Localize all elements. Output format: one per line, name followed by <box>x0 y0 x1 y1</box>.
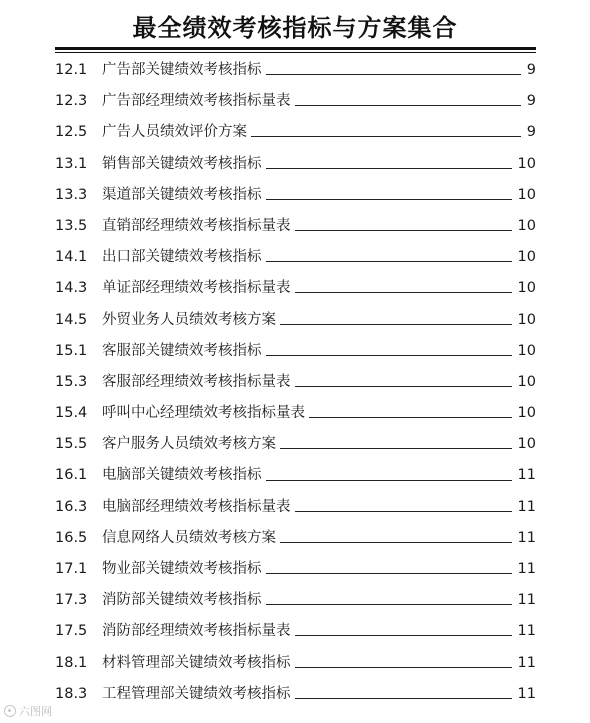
toc-entry-page: 10 <box>517 186 536 203</box>
toc-entry-label: 消防部关键绩效考核指标 <box>102 592 262 609</box>
toc-entry-number: 12.1 <box>55 62 88 78</box>
toc-leader-line <box>295 105 521 106</box>
toc-entry-number: 17.3 <box>55 592 88 609</box>
toc-entry-label: 直销部经理绩效考核指标量表 <box>102 217 291 234</box>
toc-entry-line <box>102 429 536 460</box>
toc-entry-page: 10 <box>517 373 536 390</box>
toc-entry-label: 消防部经理绩效考核指标量表 <box>102 623 291 640</box>
toc-entry[interactable] <box>0 492 590 523</box>
toc-entry-line <box>102 492 536 523</box>
toc-entry-line <box>102 679 536 710</box>
toc-entry-label: 客户服务人员绩效考核方案 <box>102 436 276 453</box>
toc-entry[interactable] <box>0 585 590 616</box>
toc-leader-line <box>309 417 512 418</box>
toc-entry-number: 14.5 <box>55 311 88 328</box>
toc-entry[interactable] <box>0 616 590 647</box>
watermark <box>4 703 52 719</box>
table-of-contents <box>0 55 590 710</box>
toc-entry-page: 10 <box>517 155 536 172</box>
toc-entry-page: 10 <box>517 217 536 234</box>
toc-entry-label: 外贸业务人员绩效考核方案 <box>102 311 276 328</box>
toc-entry-label: 信息网络人员绩效考核方案 <box>102 529 276 546</box>
toc-leader-line <box>295 292 512 293</box>
toc-entry[interactable] <box>0 460 590 491</box>
toc-entry-page: 10 <box>517 405 536 422</box>
toc-entry-line <box>102 273 536 304</box>
toc-leader-line <box>295 698 512 699</box>
toc-entry-page: 11 <box>517 592 536 609</box>
toc-entry[interactable] <box>0 86 590 117</box>
toc-entry-line <box>102 242 536 273</box>
toc-entry-number: 13.5 <box>55 217 88 234</box>
toc-entry-line <box>102 86 536 117</box>
watermark-text: 六图网 <box>19 705 52 718</box>
toc-entry-page: 11 <box>517 529 536 546</box>
toc-leader-line <box>266 74 521 75</box>
toc-leader-line <box>295 511 512 512</box>
toc-entry-line <box>102 554 536 585</box>
toc-leader-line <box>295 230 512 231</box>
toc-entry-line <box>102 616 536 647</box>
toc-entry-label: 销售部关键绩效考核指标 <box>102 155 262 172</box>
toc-entry[interactable] <box>0 180 590 211</box>
toc-entry-number: 18.1 <box>55 654 88 671</box>
toc-entry-label: 呼叫中心经理绩效考核指标量表 <box>102 405 305 422</box>
toc-entry-label: 广告部关键绩效考核指标 <box>102 62 262 78</box>
toc-entry-label: 出口部关键绩效考核指标 <box>102 249 262 266</box>
toc-entry-number: 12.3 <box>55 93 88 110</box>
toc-entry-label: 物业部关键绩效考核指标 <box>102 561 262 577</box>
toc-entry-page: 9 <box>526 93 536 110</box>
toc-entry[interactable] <box>0 273 590 304</box>
document-title: 最全绩效考核指标与方案集合 <box>132 14 458 42</box>
toc-entry-label: 电脑部经理绩效考核指标量表 <box>102 498 291 515</box>
toc-entry-page: 10 <box>517 249 536 266</box>
toc-entry[interactable] <box>0 398 590 429</box>
toc-leader-line <box>280 542 512 543</box>
toc-leader-line <box>266 199 512 200</box>
toc-entry-label: 工程管理部关键绩效考核指标 <box>102 685 291 702</box>
toc-entry-page: 10 <box>517 311 536 328</box>
toc-entry-page: 11 <box>517 498 536 515</box>
toc-entry-number: 15.1 <box>55 342 88 359</box>
toc-entry-page: 10 <box>517 436 536 453</box>
toc-entry-label: 广告人员绩效评价方案 <box>102 124 247 141</box>
toc-entry-label: 电脑部关键绩效考核指标 <box>102 467 262 484</box>
toc-entry-label: 材料管理部关键绩效考核指标 <box>102 654 291 671</box>
toc-entry-number: 13.3 <box>55 186 88 203</box>
toc-entry-number: 15.4 <box>55 405 88 422</box>
toc-entry-line <box>102 149 536 180</box>
toc-entry[interactable] <box>0 55 590 86</box>
toc-entry-number: 18.3 <box>55 685 88 702</box>
toc-entry-number: 17.5 <box>55 623 88 640</box>
toc-entry-line <box>102 336 536 367</box>
toc-entry-line <box>102 367 536 398</box>
toc-leader-line <box>266 355 512 356</box>
toc-entry-number: 12.5 <box>55 124 88 141</box>
toc-leader-line <box>266 480 512 481</box>
toc-entry[interactable] <box>0 429 590 460</box>
toc-entry-page: 10 <box>517 342 536 359</box>
toc-entry-label: 渠道部关键绩效考核指标 <box>102 186 262 203</box>
toc-entry[interactable] <box>0 149 590 180</box>
toc-entry[interactable] <box>0 679 590 710</box>
toc-leader-line <box>266 261 512 262</box>
toc-entry[interactable] <box>0 117 590 148</box>
toc-entry-page: 11 <box>517 685 536 702</box>
toc-entry-label: 广告部经理绩效考核指标量表 <box>102 93 291 110</box>
toc-entry-page: 11 <box>517 654 536 671</box>
toc-entry-page: 10 <box>517 280 536 297</box>
toc-leader-line <box>295 667 512 668</box>
camera-logo-icon <box>4 705 16 717</box>
toc-entry-line <box>102 55 536 86</box>
toc-entry-line <box>102 523 536 554</box>
toc-entry-line <box>102 398 536 429</box>
toc-leader-line <box>295 635 512 636</box>
toc-entry[interactable] <box>0 211 590 242</box>
toc-entry-number: 15.5 <box>55 436 88 453</box>
toc-entry[interactable] <box>0 554 590 585</box>
toc-entry-number: 14.3 <box>55 280 88 297</box>
toc-leader-line <box>266 573 512 574</box>
toc-leader-line <box>251 136 521 137</box>
toc-entry[interactable] <box>0 305 590 336</box>
toc-entry[interactable] <box>0 336 590 367</box>
toc-entry-line <box>102 180 536 211</box>
toc-entry-line <box>102 305 536 336</box>
toc-entry-number: 13.1 <box>55 155 88 172</box>
toc-leader-line <box>280 324 512 325</box>
toc-entry-label: 单证部经理绩效考核指标量表 <box>102 280 291 297</box>
toc-entry-number: 14.1 <box>55 249 88 266</box>
toc-entry-page: 11 <box>517 561 536 577</box>
toc-leader-line <box>295 386 512 387</box>
toc-entry-line <box>102 460 536 491</box>
toc-entry-line <box>102 585 536 616</box>
toc-entry[interactable] <box>0 367 590 398</box>
toc-entry-page: 9 <box>526 62 536 78</box>
toc-entry-line <box>102 648 536 679</box>
toc-entry[interactable] <box>0 242 590 273</box>
toc-entry-label: 客服部经理绩效考核指标量表 <box>102 373 291 390</box>
toc-leader-line <box>266 604 512 605</box>
toc-entry-number: 16.3 <box>55 498 88 515</box>
title-rule-thin <box>55 52 536 53</box>
toc-leader-line <box>280 448 512 449</box>
toc-entry-page: 9 <box>526 124 536 141</box>
toc-entry-number: 16.1 <box>55 467 88 484</box>
toc-entry[interactable] <box>0 648 590 679</box>
title-rule-thick <box>55 47 536 50</box>
toc-entry-number: 15.3 <box>55 373 88 390</box>
toc-entry-label: 客服部关键绩效考核指标 <box>102 342 262 359</box>
toc-entry[interactable] <box>0 523 590 554</box>
toc-entry-number: 17.1 <box>55 561 88 577</box>
toc-entry-page: 11 <box>517 467 536 484</box>
toc-leader-line <box>266 168 512 169</box>
toc-entry-line <box>102 117 536 148</box>
toc-entry-line <box>102 211 536 242</box>
toc-entry-page: 11 <box>517 623 536 640</box>
toc-entry-number: 16.5 <box>55 529 88 546</box>
